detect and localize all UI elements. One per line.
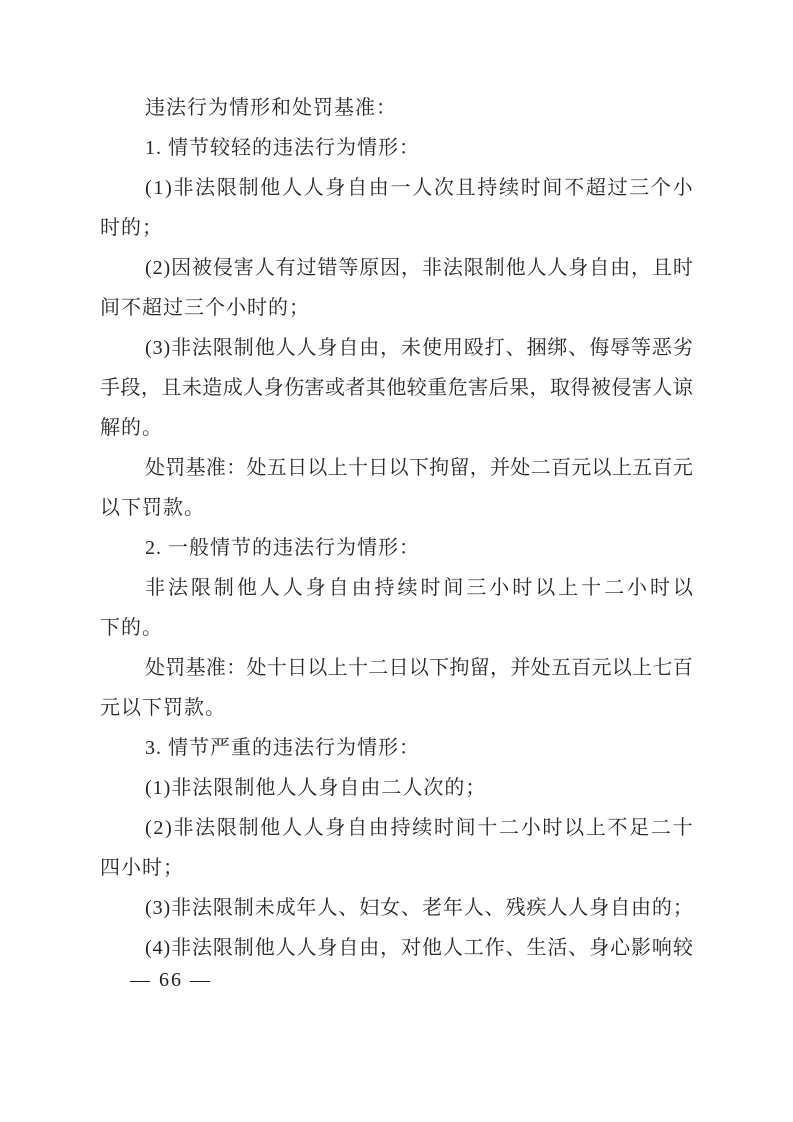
text-line: 元以下罚款。 <box>100 697 226 719</box>
text-line: 手 段 ， 且 未 造 成 人 身 伤 害 或 者 其 他 较 重 危 害 后 果 ， 取 得 被 侵 害 人 谅 <box>100 377 693 399</box>
text-line: (1)非法限制他人人身自由二人次的； <box>145 777 487 799</box>
text-line: ( 3 ) 非 法 限 制 未 成 年 人 、 妇 女 、 老 年 人 、 残 疾 人 人 身 自 由 的 ； <box>145 897 693 919</box>
text-line: ( 2 ) 因 被 侵 害 人 有 过 错 等 原 因 ， 非 法 限 制 他 人 人 身 自 由 ， 且 时 <box>145 257 693 279</box>
text-line: 四小时； <box>100 857 184 879</box>
text-line: 解的。 <box>100 417 163 439</box>
text-line: ( 4 ) 非 法 限 制 他 人 人 身 自 由 ， 对 他 人 工 作 、 生 活 、 身 心 影 响 较 <box>145 937 693 959</box>
text-line: ( 1 ) 非 法 限 制 他 人 人 身 自 由 一 人 次 且 持 续 时 间 不 超 过 三 个 小 <box>145 177 693 199</box>
text-line: 2. 一般情节的违法行为情形： <box>145 537 420 559</box>
text-line: 下的。 <box>100 617 163 639</box>
text-line: 处 罚 基 准 ： 处 十 日 以 上 十 二 日 以 下 拘 留 ， 并 处 五 百 元 以 上 七 百 <box>145 657 693 679</box>
document-body <box>100 88 693 968</box>
text-line: 1. 情节较轻的违法行为情形： <box>145 137 420 159</box>
page-number: — 66 — <box>130 969 212 991</box>
text-line: 时的； <box>100 217 163 239</box>
text-line: ( 2 ) 非 法 限 制 他 人 人 身 自 由 持 续 时 间 十 二 小 时 以 上 不 足 二 十 <box>145 817 693 839</box>
text-line: 3. 情节严重的违法行为情形： <box>145 737 420 759</box>
text-line: 以下罚款。 <box>100 497 205 519</box>
text-line: 违法行为情形和处罚基准： <box>145 97 397 119</box>
text-line: 非 法 限 制 他 人 人 身 自 由 持 续 时 间 三 小 时 以 上 十 二 小 时 以 <box>145 577 693 599</box>
text-line: ( 3 ) 非 法 限 制 他 人 人 身 自 由 ， 未 使 用 殴 打 、 捆 绑 、 侮 辱 等 恶 劣 <box>145 337 693 359</box>
text-line: 间不超过三个小时的； <box>100 297 310 319</box>
text-line: 处 罚 基 准 ： 处 五 日 以 上 十 日 以 下 拘 留 ， 并 处 二 百 元 以 上 五 百 元 <box>145 457 693 479</box>
